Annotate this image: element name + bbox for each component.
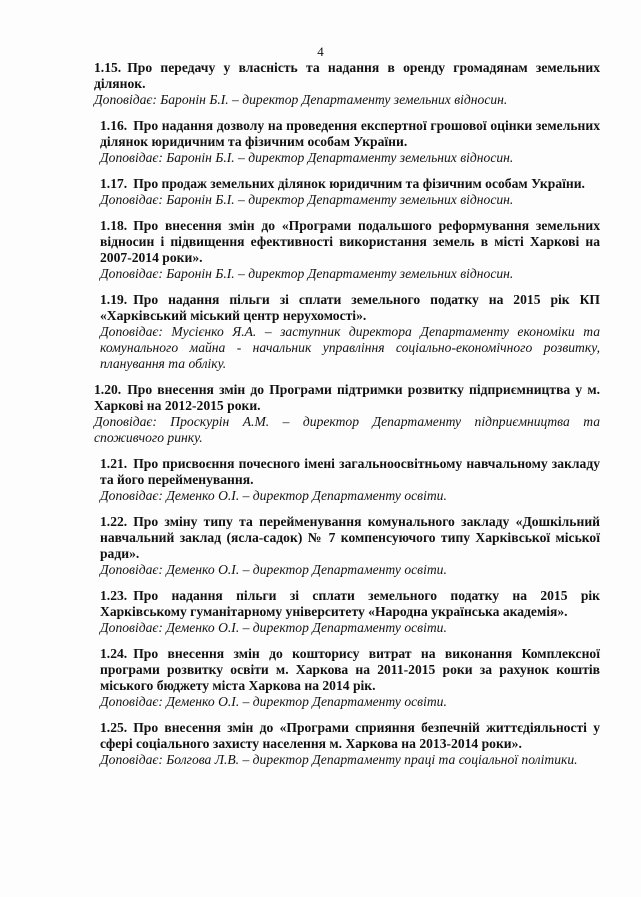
agenda-list [94, 60, 600, 778]
agenda-item-number: 1.15. [94, 60, 122, 75]
agenda-item-number: 1.25. [100, 720, 128, 735]
agenda-item [94, 176, 600, 208]
page-number: 4 [317, 44, 324, 59]
agenda-item-speaker: Доповідає: Баронін Б.І. – директор Департаменту земельних відносин. [100, 150, 514, 165]
agenda-item-title [100, 176, 600, 192]
agenda-item-text: Про внесення змін до «Програми сприяння безпечній життєдіяльності у сфері соціального захисту населення м. Харкова на 2013-2014 роки». [100, 720, 600, 751]
agenda-item-text: Про внесення змін до «Програми подальшого реформування земельних відносин і підвищення ефективності використання земель в місті Харкові на 2007-2014 роки». [100, 218, 600, 265]
agenda-item-speaker: Доповідає: Деменко О.І. – директор Департаменту освіти. [100, 620, 447, 635]
agenda-item-speaker: Доповідає: Деменко О.І. – директор Департаменту освіти. [100, 562, 447, 577]
agenda-item-text: Про надання пільги зі сплати земельного податку на 2015 рік КП «Харківський міський центр нерухомості». [100, 292, 600, 323]
agenda-item-number: 1.20. [94, 382, 122, 397]
agenda-item-text: Про передачу у власність та надання в оренду громадянам земельних ділянок. [94, 60, 600, 91]
agenda-item-speaker: Доповідає: Проскурін А.М. – директор Департаменту підприємництва та споживчого ринку. [94, 414, 600, 445]
agenda-item [94, 646, 600, 710]
agenda-item-number: 1.24. [100, 646, 128, 661]
agenda-item-speaker: Доповідає: Мусієнко Я.А. – заступник директора Департаменту економіки та комунального майна - начальник управління соціально-економічного розвитку, планування та обліку. [100, 324, 600, 371]
agenda-item [94, 720, 600, 768]
agenda-item-text: Про присвоєння почесного імені загальноосвітньому навчальному закладу та його перейменування. [100, 456, 600, 487]
agenda-item-text: Про надання пільги зі сплати земельного податку на 2015 рік Харківському гуманітарному університету «Народна українська академія». [100, 588, 600, 619]
agenda-item-number: 1.19. [100, 292, 128, 307]
agenda-item-title [100, 720, 600, 752]
agenda-item-text: Про внесення змін до кошторису витрат на виконання Комплексної програми розвитку освіти м. Харкова на 2011-2015 роки за рахунок коштів міського бюджету міста Харкова на 2014 рік. [100, 646, 600, 693]
agenda-item-title [100, 514, 600, 562]
agenda-item [94, 456, 600, 504]
agenda-item-speaker: Доповідає: Деменко О.І. – директор Департаменту освіти. [100, 488, 447, 503]
agenda-item-title [100, 588, 600, 620]
agenda-item [94, 218, 600, 282]
agenda-item-number: 1.16. [100, 118, 128, 133]
agenda-item-number: 1.23. [100, 588, 128, 603]
agenda-item-number: 1.22. [100, 514, 128, 529]
agenda-item-title [100, 218, 600, 266]
agenda-item-speaker: Доповідає: Деменко О.І. – директор Департаменту освіти. [100, 694, 447, 709]
agenda-item-title [100, 292, 600, 324]
agenda-item-title [100, 646, 600, 694]
agenda-item [94, 60, 600, 108]
agenda-item-number: 1.18. [100, 218, 128, 233]
agenda-item-text: Про надання дозволу на проведення експертної грошової оцінки земельних ділянок юридичним та фізичним особам України. [100, 118, 600, 149]
agenda-item-title [100, 456, 600, 488]
agenda-item-number: 1.21. [100, 456, 128, 471]
agenda-item-text: Про зміну типу та перейменування комунального закладу «Дошкільний навчальний заклад (ясла-садок) № 7 компенсуючого типу Харківської міської ради». [100, 514, 600, 561]
agenda-item-title [94, 382, 600, 414]
agenda-item-speaker: Доповідає: Баронін Б.І. – директор Департаменту земельних відносин. [94, 92, 508, 107]
agenda-item-speaker: Доповідає: Болгова Л.В. – директор Департаменту праці та соціальної політики. [100, 752, 578, 767]
agenda-item [94, 382, 600, 446]
agenda-item-speaker: Доповідає: Баронін Б.І. – директор Департаменту земельних відносин. [100, 192, 514, 207]
agenda-item [94, 292, 600, 372]
agenda-item [94, 514, 600, 578]
agenda-item [94, 588, 600, 636]
agenda-item-title [94, 60, 600, 92]
agenda-item-number: 1.17. [100, 176, 128, 191]
agenda-item-title [100, 118, 600, 150]
agenda-item-text: Про продаж земельних ділянок юридичним та фізичним особам України. [133, 176, 585, 191]
agenda-item [94, 118, 600, 166]
agenda-item-text: Про внесення змін до Програми підтримки розвитку підприємництва у м. Харкові на 2012-2015 роки. [94, 382, 600, 413]
agenda-item-speaker: Доповідає: Баронін Б.І. – директор Департаменту земельних відносин. [100, 266, 514, 281]
